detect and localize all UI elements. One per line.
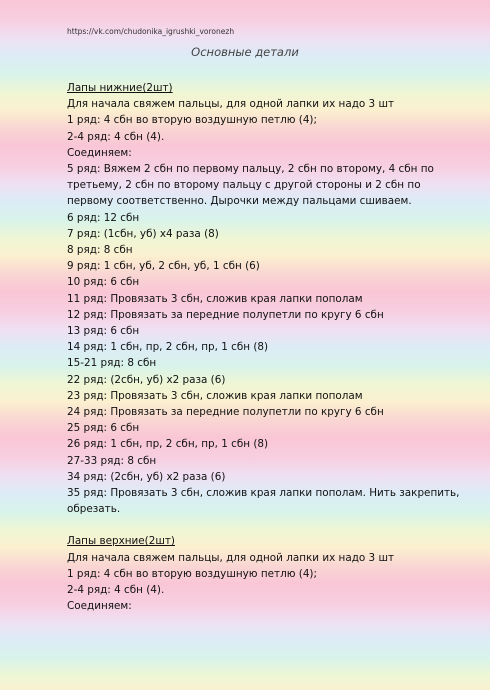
source-url: https://vk.com/chudonika_igrushki_voronezh (67, 27, 235, 36)
section-lower-paws (67, 80, 467, 517)
page-title: Основные детали (191, 45, 299, 59)
instruction-line: 14 ряд: 1 сбн, пр, 2 сбн, пр, 1 сбн (8) (67, 341, 269, 354)
instruction-line: Соединяем: (67, 146, 132, 159)
instruction-line: 25 ряд: 6 сбн (67, 422, 140, 435)
instruction-line: 6 ряд: 12 сбн (67, 211, 140, 224)
instruction-line: 27-33 ряд: 8 сбн (67, 454, 157, 467)
instruction-line: 22 ряд: (2сбн, уб) х2 раза (6) (67, 373, 226, 386)
instructions-content (67, 80, 467, 615)
instruction-line: 15-21 ряд: 8 сбн (67, 357, 157, 370)
instruction-line: Для начала свяжем пальцы, для одной лапки их надо 3 шт (67, 98, 395, 111)
instruction-line: 35 ряд: Провязать 3 сбн, сложив края лапки пополам. Нить закрепить, обрезать. (67, 487, 460, 516)
instruction-line: Соединяем: (67, 600, 132, 613)
section-upper-paws (67, 533, 467, 614)
instruction-line: 10 ряд: 6 сбн (67, 276, 140, 289)
instruction-line: 9 ряд: 1 сбн, уб, 2 сбн, уб, 1 сбн (6) (67, 260, 260, 273)
section-spacer (67, 517, 467, 533)
section-heading: Лапы верхние(2шт) (67, 535, 175, 548)
instruction-line: 2-4 ряд: 4 сбн (4). (67, 584, 165, 597)
instruction-line: 26 ряд: 1 сбн, пр, 2 сбн, пр, 1 сбн (8) (67, 438, 269, 451)
instruction-line: 12 ряд: Провязать за передние полупетли по кругу 6 сбн (67, 308, 384, 321)
instruction-line: 23 ряд: Провязать 3 сбн, сложив края лапки пополам (67, 389, 363, 402)
instruction-line: 1 ряд: 4 сбн во вторую воздушную петлю (4); (67, 567, 317, 580)
instruction-line: 13 ряд: 6 сбн (67, 325, 140, 338)
instruction-line: 8 ряд: 8 сбн (67, 244, 133, 257)
instruction-line: 7 ряд: (1сбн, уб) х4 раза (8) (67, 227, 219, 240)
instruction-line: 24 ряд: Провязать за передние полупетли по кругу 6 сбн (67, 406, 384, 419)
instruction-line: 34 ряд: (2сбн, уб) х2 раза (6) (67, 470, 226, 483)
instruction-line: 5 ряд: Вяжем 2 сбн по первому пальцу, 2 сбн по второму, 4 сбн по третьему, 2 сбн по второму пальцу с другой стороны и 2 сбн по первому соответственно. Дырочки между пальцами сшиваем. (67, 163, 434, 208)
instruction-line: 11 ряд: Провязать 3 сбн, сложив края лапки пополам (67, 292, 363, 305)
instruction-line: 2-4 ряд: 4 сбн (4). (67, 130, 165, 143)
section-heading: Лапы нижние(2шт) (67, 82, 173, 94)
instruction-line: 1 ряд: 4 сбн во вторую воздушную петлю (4); (67, 114, 317, 127)
instruction-line: Для начала свяжем пальцы, для одной лапки их надо 3 шт (67, 551, 395, 564)
